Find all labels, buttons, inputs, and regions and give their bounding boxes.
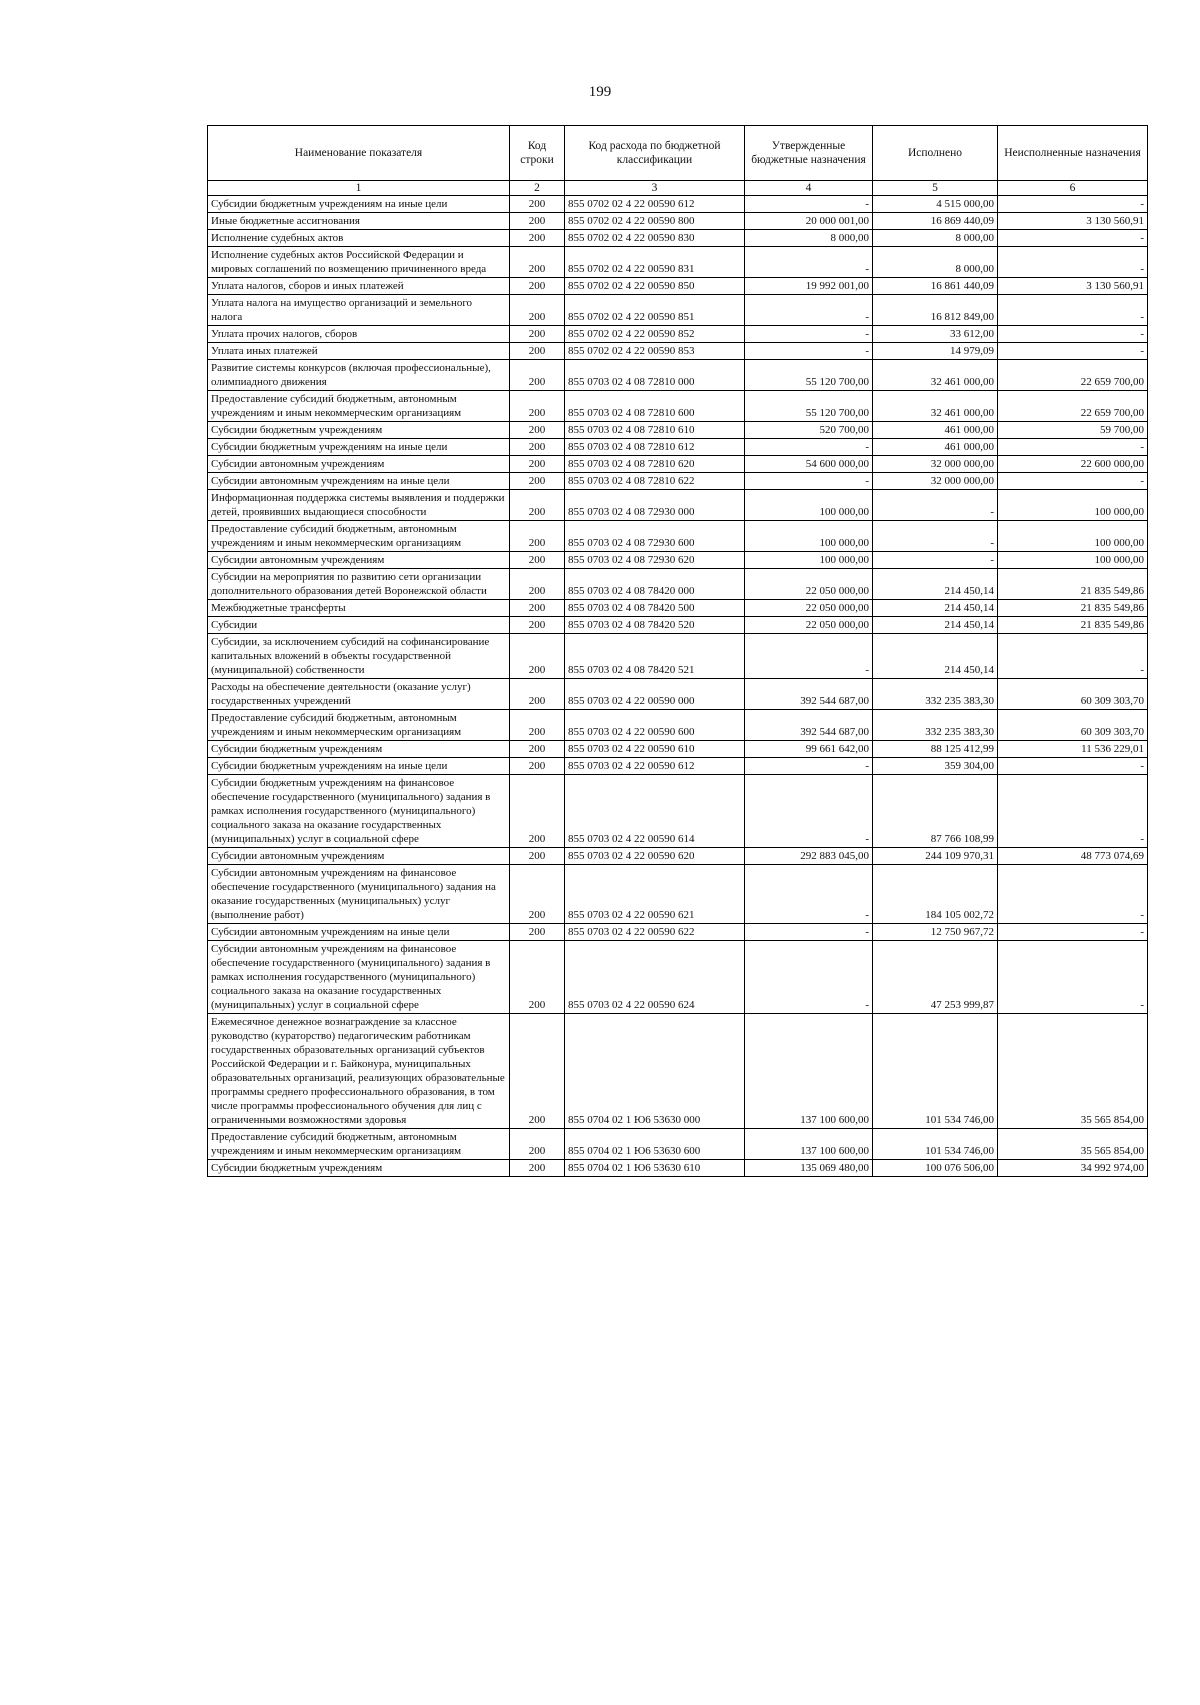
- row-code-cell: 200: [510, 391, 565, 422]
- header-row: [208, 126, 1148, 181]
- unexecuted-amount-cell: 48 773 074,69: [998, 848, 1148, 865]
- approved-amount-cell: -: [745, 343, 873, 360]
- unexecuted-amount-cell: 100 000,00: [998, 552, 1148, 569]
- unexecuted-amount-cell: -: [998, 941, 1148, 1014]
- unexecuted-amount-cell: -: [998, 775, 1148, 848]
- row-code-cell: 200: [510, 422, 565, 439]
- table-row: [208, 741, 1148, 758]
- approved-amount-cell: 54 600 000,00: [745, 456, 873, 473]
- row-name-cell: Предоставление субсидий бюджетным, автономным учреждениям и иным некоммерческим организациям: [208, 710, 510, 741]
- row-name-cell: Уплата налога на имущество организаций и земельного налога: [208, 295, 510, 326]
- classification-code-cell: 855 0703 02 4 08 72930 000: [565, 490, 745, 521]
- classification-code-cell: 855 0703 02 4 08 72810 612: [565, 439, 745, 456]
- approved-amount-cell: -: [745, 941, 873, 1014]
- unexecuted-amount-cell: -: [998, 230, 1148, 247]
- table-row: [208, 865, 1148, 924]
- row-code-cell: 200: [510, 600, 565, 617]
- table-header: [208, 126, 1148, 196]
- row-name-cell: Расходы на обеспечение деятельности (оказание услуг) государственных учреждений: [208, 679, 510, 710]
- approved-amount-cell: 137 100 600,00: [745, 1129, 873, 1160]
- classification-code-cell: 855 0703 02 4 22 00590 621: [565, 865, 745, 924]
- table-row: [208, 1014, 1148, 1129]
- row-name-cell: Ежемесячное денежное вознаграждение за классное руководство (кураторство) педагогическим работникам государственных образовательных организаций субъектов Российской Федерации и г. Байконура, муниципальных образовательных организаций, реализующих образовательные программы среднего профессионального образования, в том числе программы профессионального обучения для лиц с ограниченными возможностями здоровья: [208, 1014, 510, 1129]
- table-row: [208, 278, 1148, 295]
- row-code-cell: 200: [510, 278, 565, 295]
- col-header-approved: Утвержденные бюджетные назначения: [745, 126, 873, 181]
- row-code-cell: 200: [510, 360, 565, 391]
- row-name-cell: Субсидии автономным учреждениям: [208, 848, 510, 865]
- classification-code-cell: 855 0703 02 4 08 72930 600: [565, 521, 745, 552]
- col-header-unexecuted: Неисполненные назначения: [998, 126, 1148, 181]
- classification-code-cell: 855 0704 02 1 Ю6 53630 600: [565, 1129, 745, 1160]
- approved-amount-cell: 22 050 000,00: [745, 617, 873, 634]
- col-header-executed: Исполнено: [873, 126, 998, 181]
- unexecuted-amount-cell: 22 600 000,00: [998, 456, 1148, 473]
- table-row: [208, 634, 1148, 679]
- row-name-cell: Исполнение судебных актов: [208, 230, 510, 247]
- row-name-cell: Субсидии автономным учреждениям на иные цели: [208, 924, 510, 941]
- approved-amount-cell: 520 700,00: [745, 422, 873, 439]
- row-code-cell: 200: [510, 439, 565, 456]
- approved-amount-cell: 392 544 687,00: [745, 679, 873, 710]
- table-row: [208, 456, 1148, 473]
- executed-amount-cell: 16 869 440,09: [873, 213, 998, 230]
- unexecuted-amount-cell: -: [998, 473, 1148, 490]
- unexecuted-amount-cell: 3 130 560,91: [998, 213, 1148, 230]
- column-number: 6: [998, 181, 1148, 196]
- classification-code-cell: 855 0703 02 4 08 72930 620: [565, 552, 745, 569]
- table-row: [208, 710, 1148, 741]
- row-code-cell: 200: [510, 196, 565, 213]
- unexecuted-amount-cell: 11 536 229,01: [998, 741, 1148, 758]
- executed-amount-cell: -: [873, 490, 998, 521]
- row-code-cell: 200: [510, 741, 565, 758]
- approved-amount-cell: -: [745, 439, 873, 456]
- table-row: [208, 1160, 1148, 1177]
- executed-amount-cell: 214 450,14: [873, 634, 998, 679]
- row-code-cell: 200: [510, 552, 565, 569]
- executed-amount-cell: 332 235 383,30: [873, 679, 998, 710]
- executed-amount-cell: 8 000,00: [873, 247, 998, 278]
- classification-code-cell: 855 0702 02 4 22 00590 853: [565, 343, 745, 360]
- approved-amount-cell: 8 000,00: [745, 230, 873, 247]
- row-name-cell: Субсидии бюджетным учреждениям: [208, 422, 510, 439]
- col-header-name: Наименование показателя: [208, 126, 510, 181]
- row-code-cell: 200: [510, 865, 565, 924]
- classification-code-cell: 855 0703 02 4 22 00590 612: [565, 758, 745, 775]
- row-name-cell: Исполнение судебных актов Российской Федерации и мировых соглашений по возмещению причиненного вреда: [208, 247, 510, 278]
- executed-amount-cell: -: [873, 521, 998, 552]
- approved-amount-cell: 392 544 687,00: [745, 710, 873, 741]
- table-row: [208, 360, 1148, 391]
- classification-code-cell: 855 0704 02 1 Ю6 53630 000: [565, 1014, 745, 1129]
- row-code-cell: 200: [510, 326, 565, 343]
- row-name-cell: Развитие системы конкурсов (включая профессиональные), олимпиадного движения: [208, 360, 510, 391]
- executed-amount-cell: 461 000,00: [873, 422, 998, 439]
- executed-amount-cell: 12 750 967,72: [873, 924, 998, 941]
- executed-amount-cell: 101 534 746,00: [873, 1014, 998, 1129]
- table-row: [208, 924, 1148, 941]
- approved-amount-cell: -: [745, 247, 873, 278]
- classification-code-cell: 855 0703 02 4 22 00590 614: [565, 775, 745, 848]
- row-name-cell: Предоставление субсидий бюджетным, автономным учреждениям и иным некоммерческим организациям: [208, 1129, 510, 1160]
- row-name-cell: Информационная поддержка системы выявления и поддержки детей, проявивших выдающиеся способности: [208, 490, 510, 521]
- row-name-cell: Субсидии бюджетным учреждениям: [208, 741, 510, 758]
- unexecuted-amount-cell: 21 835 549,86: [998, 569, 1148, 600]
- column-number: 4: [745, 181, 873, 196]
- classification-code-cell: 855 0703 02 4 22 00590 624: [565, 941, 745, 1014]
- row-code-cell: 200: [510, 1014, 565, 1129]
- row-name-cell: Субсидии на мероприятия по развитию сети организации дополнительного образования детей Воронежской области: [208, 569, 510, 600]
- approved-amount-cell: 22 050 000,00: [745, 600, 873, 617]
- row-name-cell: Уплата иных платежей: [208, 343, 510, 360]
- classification-code-cell: 855 0703 02 4 08 72810 610: [565, 422, 745, 439]
- row-code-cell: 200: [510, 456, 565, 473]
- row-name-cell: Субсидии автономным учреждениям на иные цели: [208, 473, 510, 490]
- row-code-cell: 200: [510, 1160, 565, 1177]
- executed-amount-cell: 214 450,14: [873, 617, 998, 634]
- executed-amount-cell: -: [873, 552, 998, 569]
- unexecuted-amount-cell: -: [998, 326, 1148, 343]
- executed-amount-cell: 8 000,00: [873, 230, 998, 247]
- executed-amount-cell: 14 979,09: [873, 343, 998, 360]
- executed-amount-cell: 184 105 002,72: [873, 865, 998, 924]
- row-name-cell: Субсидии: [208, 617, 510, 634]
- executed-amount-cell: 32 000 000,00: [873, 456, 998, 473]
- row-name-cell: Межбюджетные трансферты: [208, 600, 510, 617]
- classification-code-cell: 855 0703 02 4 22 00590 000: [565, 679, 745, 710]
- row-name-cell: Субсидии бюджетным учреждениям на иные цели: [208, 196, 510, 213]
- row-name-cell: Субсидии, за исключением субсидий на софинансирование капитальных вложений в объекты государственной (муниципальной) собственности: [208, 634, 510, 679]
- row-name-cell: Уплата прочих налогов, сборов: [208, 326, 510, 343]
- column-number: 3: [565, 181, 745, 196]
- unexecuted-amount-cell: -: [998, 343, 1148, 360]
- approved-amount-cell: -: [745, 865, 873, 924]
- executed-amount-cell: 101 534 746,00: [873, 1129, 998, 1160]
- table-row: [208, 391, 1148, 422]
- table-row: [208, 343, 1148, 360]
- row-name-cell: Субсидии автономным учреждениям: [208, 456, 510, 473]
- unexecuted-amount-cell: 21 835 549,86: [998, 600, 1148, 617]
- table-row: [208, 679, 1148, 710]
- budget-execution-table: [207, 125, 1148, 1177]
- row-name-cell: Предоставление субсидий бюджетным, автономным учреждениям и иным некоммерческим организациям: [208, 391, 510, 422]
- table-row: [208, 552, 1148, 569]
- unexecuted-amount-cell: 21 835 549,86: [998, 617, 1148, 634]
- approved-amount-cell: -: [745, 758, 873, 775]
- row-code-cell: 200: [510, 1129, 565, 1160]
- approved-amount-cell: 100 000,00: [745, 521, 873, 552]
- classification-code-cell: 855 0702 02 4 22 00590 830: [565, 230, 745, 247]
- row-code-cell: 200: [510, 343, 565, 360]
- approved-amount-cell: -: [745, 924, 873, 941]
- unexecuted-amount-cell: 60 309 303,70: [998, 679, 1148, 710]
- row-code-cell: 200: [510, 924, 565, 941]
- approved-amount-cell: -: [745, 775, 873, 848]
- row-code-cell: 200: [510, 213, 565, 230]
- table-row: [208, 848, 1148, 865]
- table-row: [208, 617, 1148, 634]
- row-name-cell: Субсидии автономным учреждениям на финансовое обеспечение государственного (муниципального) задания в рамках исполнения государственного (муниципального) социального заказа на оказание государственных (муниципальных) услуг в социальной сфере: [208, 941, 510, 1014]
- unexecuted-amount-cell: 3 130 560,91: [998, 278, 1148, 295]
- unexecuted-amount-cell: 35 565 854,00: [998, 1129, 1148, 1160]
- classification-code-cell: 855 0702 02 4 22 00590 851: [565, 295, 745, 326]
- classification-code-cell: 855 0702 02 4 22 00590 850: [565, 278, 745, 295]
- classification-code-cell: 855 0702 02 4 22 00590 800: [565, 213, 745, 230]
- row-name-cell: Субсидии бюджетным учреждениям на иные цели: [208, 439, 510, 456]
- unexecuted-amount-cell: -: [998, 295, 1148, 326]
- classification-code-cell: 855 0703 02 4 22 00590 620: [565, 848, 745, 865]
- row-code-cell: 200: [510, 569, 565, 600]
- table-row: [208, 490, 1148, 521]
- table-row: [208, 775, 1148, 848]
- row-code-cell: 200: [510, 490, 565, 521]
- classification-code-cell: 855 0702 02 4 22 00590 852: [565, 326, 745, 343]
- row-code-cell: 200: [510, 941, 565, 1014]
- approved-amount-cell: 22 050 000,00: [745, 569, 873, 600]
- row-code-cell: 200: [510, 710, 565, 741]
- approved-amount-cell: 100 000,00: [745, 552, 873, 569]
- table-row: [208, 600, 1148, 617]
- approved-amount-cell: -: [745, 634, 873, 679]
- approved-amount-cell: 55 120 700,00: [745, 360, 873, 391]
- table-row: [208, 230, 1148, 247]
- executed-amount-cell: 47 253 999,87: [873, 941, 998, 1014]
- approved-amount-cell: 99 661 642,00: [745, 741, 873, 758]
- column-number: 2: [510, 181, 565, 196]
- row-code-cell: 200: [510, 848, 565, 865]
- row-name-cell: Субсидии автономным учреждениям на финансовое обеспечение государственного (муниципального) задания на оказание государственных (муниципальных) услуг (выполнение работ): [208, 865, 510, 924]
- classification-code-cell: 855 0702 02 4 22 00590 612: [565, 196, 745, 213]
- approved-amount-cell: 137 100 600,00: [745, 1014, 873, 1129]
- unexecuted-amount-cell: -: [998, 247, 1148, 278]
- column-number: 1: [208, 181, 510, 196]
- unexecuted-amount-cell: 100 000,00: [998, 521, 1148, 552]
- row-name-cell: Иные бюджетные ассигнования: [208, 213, 510, 230]
- row-name-cell: Субсидии автономным учреждениям: [208, 552, 510, 569]
- table-row: [208, 473, 1148, 490]
- column-number: 5: [873, 181, 998, 196]
- row-name-cell: Субсидии бюджетным учреждениям: [208, 1160, 510, 1177]
- unexecuted-amount-cell: -: [998, 634, 1148, 679]
- classification-code-cell: 855 0703 02 4 08 72810 620: [565, 456, 745, 473]
- executed-amount-cell: 332 235 383,30: [873, 710, 998, 741]
- classification-code-cell: 855 0703 02 4 08 72810 622: [565, 473, 745, 490]
- approved-amount-cell: 135 069 480,00: [745, 1160, 873, 1177]
- row-code-cell: 200: [510, 775, 565, 848]
- approved-amount-cell: -: [745, 196, 873, 213]
- unexecuted-amount-cell: 22 659 700,00: [998, 391, 1148, 422]
- executed-amount-cell: 16 861 440,09: [873, 278, 998, 295]
- table-row: [208, 213, 1148, 230]
- unexecuted-amount-cell: -: [998, 196, 1148, 213]
- unexecuted-amount-cell: -: [998, 758, 1148, 775]
- executed-amount-cell: 87 766 108,99: [873, 775, 998, 848]
- approved-amount-cell: 100 000,00: [745, 490, 873, 521]
- executed-amount-cell: 359 304,00: [873, 758, 998, 775]
- table-body: [208, 196, 1148, 1177]
- executed-amount-cell: 461 000,00: [873, 439, 998, 456]
- page-number: 199: [588, 84, 612, 100]
- unexecuted-amount-cell: 35 565 854,00: [998, 1014, 1148, 1129]
- unexecuted-amount-cell: -: [998, 439, 1148, 456]
- approved-amount-cell: 292 883 045,00: [745, 848, 873, 865]
- row-code-cell: 200: [510, 634, 565, 679]
- executed-amount-cell: 88 125 412,99: [873, 741, 998, 758]
- unexecuted-amount-cell: 22 659 700,00: [998, 360, 1148, 391]
- table-row: [208, 247, 1148, 278]
- executed-amount-cell: 33 612,00: [873, 326, 998, 343]
- row-code-cell: 200: [510, 521, 565, 552]
- table-row: [208, 326, 1148, 343]
- column-number-row: [208, 181, 1148, 196]
- classification-code-cell: 855 0703 02 4 22 00590 622: [565, 924, 745, 941]
- unexecuted-amount-cell: 60 309 303,70: [998, 710, 1148, 741]
- table-row: [208, 295, 1148, 326]
- row-code-cell: 200: [510, 617, 565, 634]
- table-row: [208, 941, 1148, 1014]
- table-row: [208, 439, 1148, 456]
- approved-amount-cell: 55 120 700,00: [745, 391, 873, 422]
- classification-code-cell: 855 0703 02 4 08 72810 000: [565, 360, 745, 391]
- unexecuted-amount-cell: -: [998, 865, 1148, 924]
- executed-amount-cell: 4 515 000,00: [873, 196, 998, 213]
- col-header-row-code: Код строки: [510, 126, 565, 181]
- approved-amount-cell: -: [745, 326, 873, 343]
- unexecuted-amount-cell: -: [998, 924, 1148, 941]
- executed-amount-cell: 214 450,14: [873, 600, 998, 617]
- executed-amount-cell: 32 461 000,00: [873, 391, 998, 422]
- executed-amount-cell: 16 812 849,00: [873, 295, 998, 326]
- executed-amount-cell: 100 076 506,00: [873, 1160, 998, 1177]
- row-code-cell: 200: [510, 473, 565, 490]
- executed-amount-cell: 244 109 970,31: [873, 848, 998, 865]
- classification-code-cell: 855 0702 02 4 22 00590 831: [565, 247, 745, 278]
- row-name-cell: Уплата налогов, сборов и иных платежей: [208, 278, 510, 295]
- classification-code-cell: 855 0703 02 4 08 72810 600: [565, 391, 745, 422]
- classification-code-cell: 855 0703 02 4 08 78420 521: [565, 634, 745, 679]
- row-name-cell: Предоставление субсидий бюджетным, автономным учреждениям и иным некоммерческим организациям: [208, 521, 510, 552]
- unexecuted-amount-cell: 34 992 974,00: [998, 1160, 1148, 1177]
- classification-code-cell: 855 0703 02 4 08 78420 000: [565, 569, 745, 600]
- table-row: [208, 569, 1148, 600]
- row-code-cell: 200: [510, 247, 565, 278]
- row-code-cell: 200: [510, 295, 565, 326]
- row-code-cell: 200: [510, 758, 565, 775]
- table-row: [208, 758, 1148, 775]
- table-row: [208, 1129, 1148, 1160]
- row-name-cell: Субсидии бюджетным учреждениям на иные цели: [208, 758, 510, 775]
- unexecuted-amount-cell: 100 000,00: [998, 490, 1148, 521]
- table-row: [208, 422, 1148, 439]
- executed-amount-cell: 32 000 000,00: [873, 473, 998, 490]
- table-row: [208, 521, 1148, 552]
- table-row: [208, 196, 1148, 213]
- classification-code-cell: 855 0703 02 4 08 78420 520: [565, 617, 745, 634]
- unexecuted-amount-cell: 59 700,00: [998, 422, 1148, 439]
- approved-amount-cell: -: [745, 473, 873, 490]
- row-code-cell: 200: [510, 679, 565, 710]
- classification-code-cell: 855 0704 02 1 Ю6 53630 610: [565, 1160, 745, 1177]
- classification-code-cell: 855 0703 02 4 22 00590 610: [565, 741, 745, 758]
- approved-amount-cell: 20 000 001,00: [745, 213, 873, 230]
- classification-code-cell: 855 0703 02 4 22 00590 600: [565, 710, 745, 741]
- row-name-cell: Субсидии бюджетным учреждениям на финансовое обеспечение государственного (муниципального) задания в рамках исполнения государственного (муниципального) социального заказа на оказание государственных (муниципальных) услуг в социальной сфере: [208, 775, 510, 848]
- col-header-classification: Код расхода по бюджетной классификации: [565, 126, 745, 181]
- executed-amount-cell: 214 450,14: [873, 569, 998, 600]
- executed-amount-cell: 32 461 000,00: [873, 360, 998, 391]
- classification-code-cell: 855 0703 02 4 08 78420 500: [565, 600, 745, 617]
- approved-amount-cell: -: [745, 295, 873, 326]
- approved-amount-cell: 19 992 001,00: [745, 278, 873, 295]
- row-code-cell: 200: [510, 230, 565, 247]
